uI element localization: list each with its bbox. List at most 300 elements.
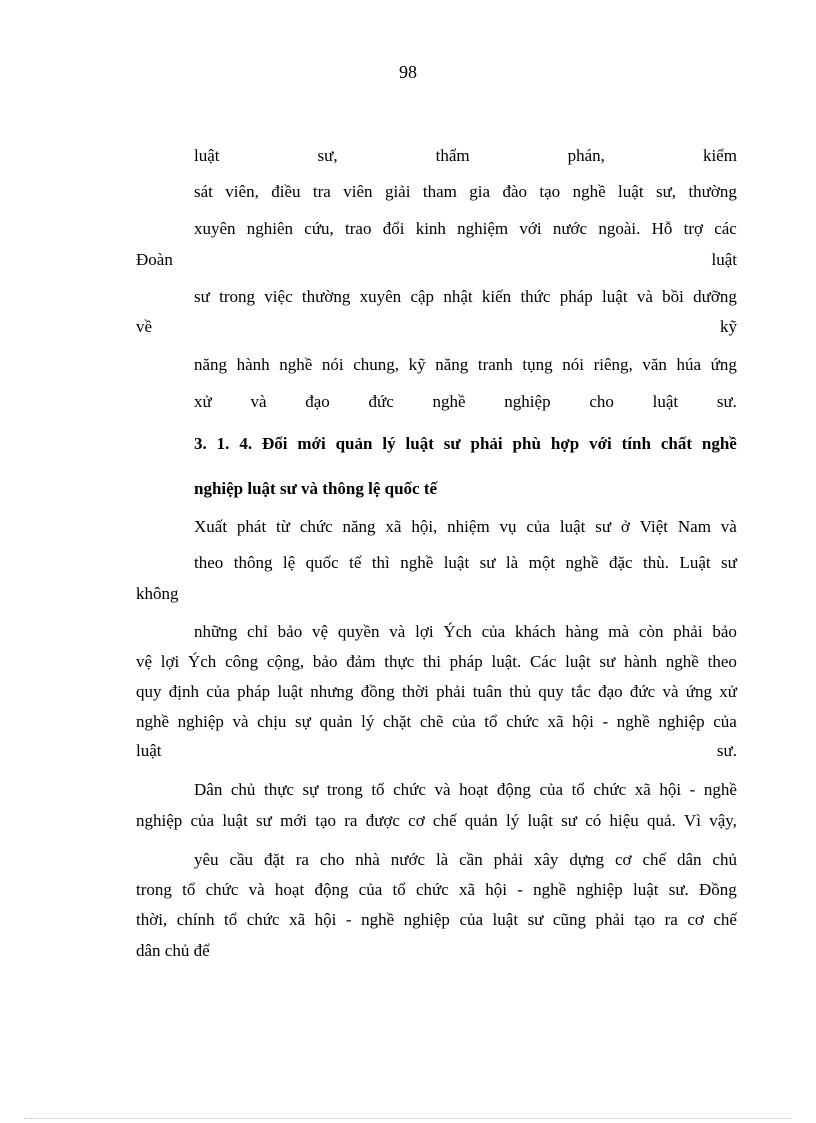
word: chức	[593, 780, 627, 799]
word: nghiệp	[504, 392, 551, 411]
word: sư,	[317, 146, 338, 165]
word: vệ	[136, 652, 153, 671]
word: quả.	[647, 811, 676, 830]
word: hiệu	[609, 811, 639, 830]
text-line	[194, 181, 737, 203]
word: bảo	[312, 652, 338, 671]
word: cơ	[408, 811, 425, 830]
text-line	[136, 249, 737, 271]
word: thù.	[643, 553, 670, 572]
word: luật	[194, 146, 220, 165]
word: nghề	[701, 434, 737, 453]
word: theo	[194, 553, 224, 572]
word: chế	[713, 910, 737, 929]
word: luật	[711, 250, 737, 269]
word: luật	[277, 682, 303, 701]
word: nói	[321, 355, 344, 374]
word: chế	[642, 850, 667, 869]
text-line	[194, 621, 737, 643]
word: lý	[506, 811, 520, 830]
word: đổi	[382, 219, 405, 238]
word: Đồng	[699, 880, 737, 899]
word: là	[505, 553, 519, 572]
word: chức	[299, 517, 333, 536]
word: lệ	[282, 553, 296, 572]
word: hàng	[565, 622, 599, 641]
text-line: dân chủ để	[136, 941, 210, 960]
word: với	[519, 219, 542, 238]
word: tụng	[522, 355, 553, 374]
word: kỹ	[720, 317, 737, 336]
word: tranh	[477, 355, 513, 374]
text-line	[194, 354, 737, 376]
word: thông	[233, 553, 273, 572]
word: thường	[688, 182, 737, 201]
word: thức	[520, 287, 551, 306]
word: tổ	[392, 880, 406, 899]
word: bồi	[662, 287, 684, 306]
word: và	[250, 392, 267, 411]
word: quy	[136, 682, 162, 701]
word: bảo	[712, 622, 737, 641]
word: thường	[301, 287, 351, 306]
word: của	[539, 780, 564, 799]
word: -	[602, 712, 609, 731]
word: tổ	[484, 712, 498, 731]
word: đồng	[360, 682, 395, 701]
word: thực	[384, 652, 415, 671]
word: sư,	[655, 182, 677, 201]
word: Việt	[639, 517, 669, 536]
word: Ých	[187, 652, 217, 671]
word: 1.	[216, 434, 230, 453]
word: có	[585, 811, 602, 830]
word: ở	[620, 517, 630, 536]
word: nghiệp	[177, 712, 224, 731]
word: ứng	[710, 355, 737, 374]
word: đạo	[305, 392, 330, 411]
word: ra	[664, 910, 678, 929]
word: chức	[246, 910, 280, 929]
word: hợp	[550, 434, 580, 453]
word: luật	[618, 182, 644, 201]
word: của	[358, 880, 383, 899]
word: tuân	[472, 682, 502, 701]
word: luật	[652, 392, 679, 411]
word: chính	[176, 910, 215, 929]
word: xã	[459, 880, 476, 899]
word: cho	[589, 392, 614, 411]
word: sư.	[716, 392, 737, 411]
word: nhưng	[310, 682, 354, 701]
text-line	[194, 552, 737, 574]
word: sự	[295, 712, 311, 731]
text-line	[136, 879, 737, 901]
word: được	[365, 811, 400, 830]
text-line	[136, 909, 737, 931]
word: ra	[295, 850, 309, 869]
word: lý	[382, 434, 396, 453]
word: chế	[432, 811, 457, 830]
word: sư.	[716, 741, 737, 760]
word: sư	[256, 811, 272, 830]
word: công	[225, 652, 259, 671]
word: -	[689, 780, 696, 799]
word: tra	[312, 182, 331, 201]
text-line: không	[136, 584, 179, 603]
word: kiểm	[702, 146, 737, 165]
text-line	[194, 145, 737, 167]
word: của	[190, 811, 215, 830]
word: và	[232, 712, 249, 731]
word: định	[168, 682, 199, 701]
word: hội	[659, 780, 682, 799]
word: trợ	[683, 219, 703, 238]
word: sư.	[668, 880, 689, 899]
word: sư	[443, 434, 461, 453]
word: tổ	[224, 910, 238, 929]
word: tắc	[571, 682, 591, 701]
word: pháp	[559, 287, 593, 306]
word: chức	[506, 712, 539, 731]
word: và	[636, 287, 653, 306]
word: xử	[719, 682, 737, 701]
word: nghiên	[246, 219, 294, 238]
word: đặt	[263, 850, 285, 869]
word: phù	[512, 434, 541, 453]
word: sư	[595, 517, 612, 536]
word: sự	[302, 780, 319, 799]
word: luật	[527, 811, 553, 830]
word: động	[496, 780, 531, 799]
text-line	[136, 316, 737, 338]
word: pháp	[449, 652, 483, 671]
word: nghề	[432, 392, 466, 411]
word: là	[435, 850, 449, 869]
word: của	[452, 712, 476, 731]
word: còn	[638, 622, 664, 641]
word: Hỗ	[651, 219, 673, 238]
word: đặc	[609, 553, 633, 572]
word: trao	[345, 219, 372, 238]
word: nghề	[279, 355, 313, 374]
word: luật	[559, 517, 586, 536]
word: viên	[343, 182, 373, 201]
word: Nam	[677, 517, 711, 536]
word: sư	[721, 553, 737, 572]
word: cộng,	[266, 652, 305, 671]
word: nhà	[355, 850, 380, 869]
word: nghề	[665, 652, 699, 671]
word: trong	[326, 780, 363, 799]
word: của	[713, 712, 737, 731]
word: hội	[485, 880, 508, 899]
word: ra	[344, 811, 358, 830]
word: năng	[435, 355, 469, 374]
word: nghề	[361, 910, 395, 929]
word: thủ	[509, 682, 531, 701]
word: 3.	[194, 434, 207, 453]
word: phải	[436, 682, 466, 701]
word: lợi	[160, 652, 180, 671]
word: quản	[335, 434, 373, 453]
word: viên,	[225, 182, 259, 201]
word: hoạt	[274, 880, 305, 899]
word: phải	[493, 850, 523, 869]
word: và	[248, 880, 265, 899]
word: phát	[236, 517, 267, 536]
word: nói	[562, 355, 584, 374]
word: vậy,	[709, 811, 737, 830]
word: mà	[608, 622, 630, 641]
word: Vì	[684, 811, 702, 830]
word: Đoàn	[136, 250, 173, 269]
word: Luật	[679, 553, 711, 572]
word: đào	[502, 182, 527, 201]
word: cơ	[687, 910, 704, 929]
word: dưỡng	[693, 287, 737, 306]
word: và	[662, 682, 679, 701]
word: thi	[422, 652, 441, 671]
word: nghiệp	[136, 811, 183, 830]
word: luật	[602, 287, 628, 306]
word: phải	[470, 434, 503, 453]
word: từ	[276, 517, 290, 536]
word: tạo	[315, 811, 337, 830]
word: sát	[194, 182, 213, 201]
word: giải	[384, 182, 411, 201]
word: trong	[136, 880, 172, 899]
word: chỉ	[247, 622, 268, 641]
word: hội,	[411, 517, 438, 536]
word: xử	[194, 392, 212, 411]
word: lợi	[415, 622, 434, 641]
section-heading: nghiệp luật sư và thông lệ quốc tế	[194, 479, 438, 498]
word: với	[589, 434, 612, 453]
word: luật	[136, 741, 162, 760]
word: hội	[314, 910, 337, 929]
word: nghề	[533, 880, 567, 899]
word: dân	[676, 850, 702, 869]
word: tổ	[571, 780, 585, 799]
word: nghiệm	[457, 219, 509, 238]
word: cho	[319, 850, 345, 869]
word: phải	[595, 910, 625, 929]
word: quốc	[305, 553, 339, 572]
word: đảm	[346, 652, 376, 671]
word: và	[389, 622, 406, 641]
word: nghề	[565, 553, 599, 572]
word: của	[526, 517, 550, 536]
word: phán,	[567, 146, 605, 165]
word: thời	[401, 682, 429, 701]
text-line	[136, 651, 737, 673]
word: thì	[371, 553, 390, 572]
word: của	[206, 682, 230, 701]
text-line	[194, 779, 737, 801]
text-line	[136, 711, 737, 733]
word: cần	[459, 850, 483, 869]
word: sư	[479, 553, 496, 572]
word: động	[314, 880, 349, 899]
word: xã	[289, 910, 306, 929]
word: cũng	[552, 910, 586, 929]
text-line	[194, 391, 737, 413]
section-heading	[194, 433, 737, 455]
word: chức	[415, 880, 449, 899]
word: chủ	[230, 780, 256, 799]
word: tế	[349, 553, 362, 572]
word: luật	[632, 880, 659, 899]
word: ứng	[685, 682, 712, 701]
word: Các	[529, 652, 557, 671]
word: lý	[361, 712, 375, 731]
word: riêng,	[593, 355, 633, 374]
word: nghiệp	[658, 712, 705, 731]
word: khách	[515, 622, 556, 641]
word: hội	[572, 712, 594, 731]
word: nghiệp	[576, 880, 623, 899]
word: phải	[673, 622, 703, 641]
word: húa	[676, 355, 702, 374]
word: nước	[552, 219, 588, 238]
word: luật	[222, 811, 248, 830]
word: thẩm	[435, 146, 470, 165]
word: cập	[410, 287, 435, 306]
word: chất	[660, 434, 692, 453]
word: xã	[547, 712, 564, 731]
text-line	[194, 516, 737, 538]
word: nghề	[136, 712, 170, 731]
word: quy	[538, 682, 564, 701]
word: nước	[390, 850, 426, 869]
word: ngoài.	[598, 219, 641, 238]
page-bottom-rule	[24, 1118, 792, 1119]
word: chung,	[353, 355, 400, 374]
word: nghề	[616, 712, 650, 731]
word: đức	[368, 392, 394, 411]
word: chặt	[382, 712, 412, 731]
word: chức	[205, 880, 239, 899]
word: xuyên	[359, 287, 402, 306]
word: tổ	[371, 780, 385, 799]
word: -	[517, 880, 523, 899]
word: Dân	[194, 780, 223, 799]
word: luật.	[491, 652, 522, 671]
word: quyền	[337, 622, 380, 641]
word: nghề	[572, 182, 606, 201]
word: về	[136, 317, 153, 336]
word: kiến	[481, 287, 512, 306]
word: hành	[624, 652, 658, 671]
word: quản	[319, 712, 353, 731]
word: nghề	[703, 780, 737, 799]
word: tạo	[539, 182, 561, 201]
word: sư	[599, 652, 616, 671]
word: tham	[422, 182, 457, 201]
word: luật	[492, 910, 519, 929]
word: của	[481, 622, 506, 641]
text-line	[136, 740, 737, 762]
word: Đổi	[261, 434, 288, 453]
word: xã	[634, 780, 651, 799]
word: yêu	[194, 850, 219, 869]
word: kỹ	[408, 355, 426, 374]
word: văn	[642, 355, 667, 374]
word: tạo	[634, 910, 656, 929]
word: mới	[280, 811, 308, 830]
word: tổ	[182, 880, 196, 899]
word: năng	[194, 355, 228, 374]
word: luật	[565, 652, 591, 671]
word: thời,	[136, 910, 168, 929]
word: những	[194, 622, 238, 641]
word: -	[345, 910, 352, 929]
word: luật	[405, 434, 434, 453]
word: trong	[219, 287, 256, 306]
word: mới	[297, 434, 326, 453]
word: các	[714, 219, 737, 238]
word: đạo	[598, 682, 623, 701]
word: nhật	[443, 287, 473, 306]
word: sư	[527, 910, 544, 929]
word: hành	[236, 355, 270, 374]
word: luật	[443, 553, 470, 572]
word: gia	[469, 182, 491, 201]
word: chủ	[712, 850, 737, 869]
word: Ých	[443, 622, 472, 641]
word: của	[459, 910, 484, 929]
word: việc	[264, 287, 293, 306]
word: cầu	[229, 850, 254, 869]
word: và	[434, 780, 451, 799]
word: theo	[707, 652, 737, 671]
word: 4.	[239, 434, 253, 453]
word: vệ	[312, 622, 329, 641]
word: và	[720, 517, 737, 536]
word: dựng	[569, 850, 605, 869]
text-line	[194, 849, 737, 871]
text-line	[136, 810, 737, 832]
word: sư	[561, 811, 578, 830]
text-line	[194, 286, 737, 308]
word: cơ	[614, 850, 632, 869]
word: điều	[271, 182, 301, 201]
word: nghiệp	[403, 910, 450, 929]
text-line	[194, 218, 737, 240]
word: cứu,	[304, 219, 334, 238]
word: quản	[464, 811, 498, 830]
word: sư	[194, 287, 210, 306]
word: đức	[629, 682, 656, 701]
word: nghề	[400, 553, 434, 572]
word: xây	[533, 850, 559, 869]
word: xã	[385, 517, 402, 536]
word: nhiệm	[447, 517, 490, 536]
word: Xuất	[194, 517, 228, 536]
text-line	[136, 681, 737, 703]
page-number: 98	[399, 62, 417, 82]
word: pháp	[237, 682, 271, 701]
word: hoạt	[459, 780, 489, 799]
word: kinh	[415, 219, 446, 238]
word: một	[528, 553, 556, 572]
word: tính	[621, 434, 651, 453]
word: chẽ	[419, 712, 444, 731]
word: vụ	[499, 517, 517, 536]
word: năng	[342, 517, 376, 536]
word: chức	[393, 780, 426, 799]
